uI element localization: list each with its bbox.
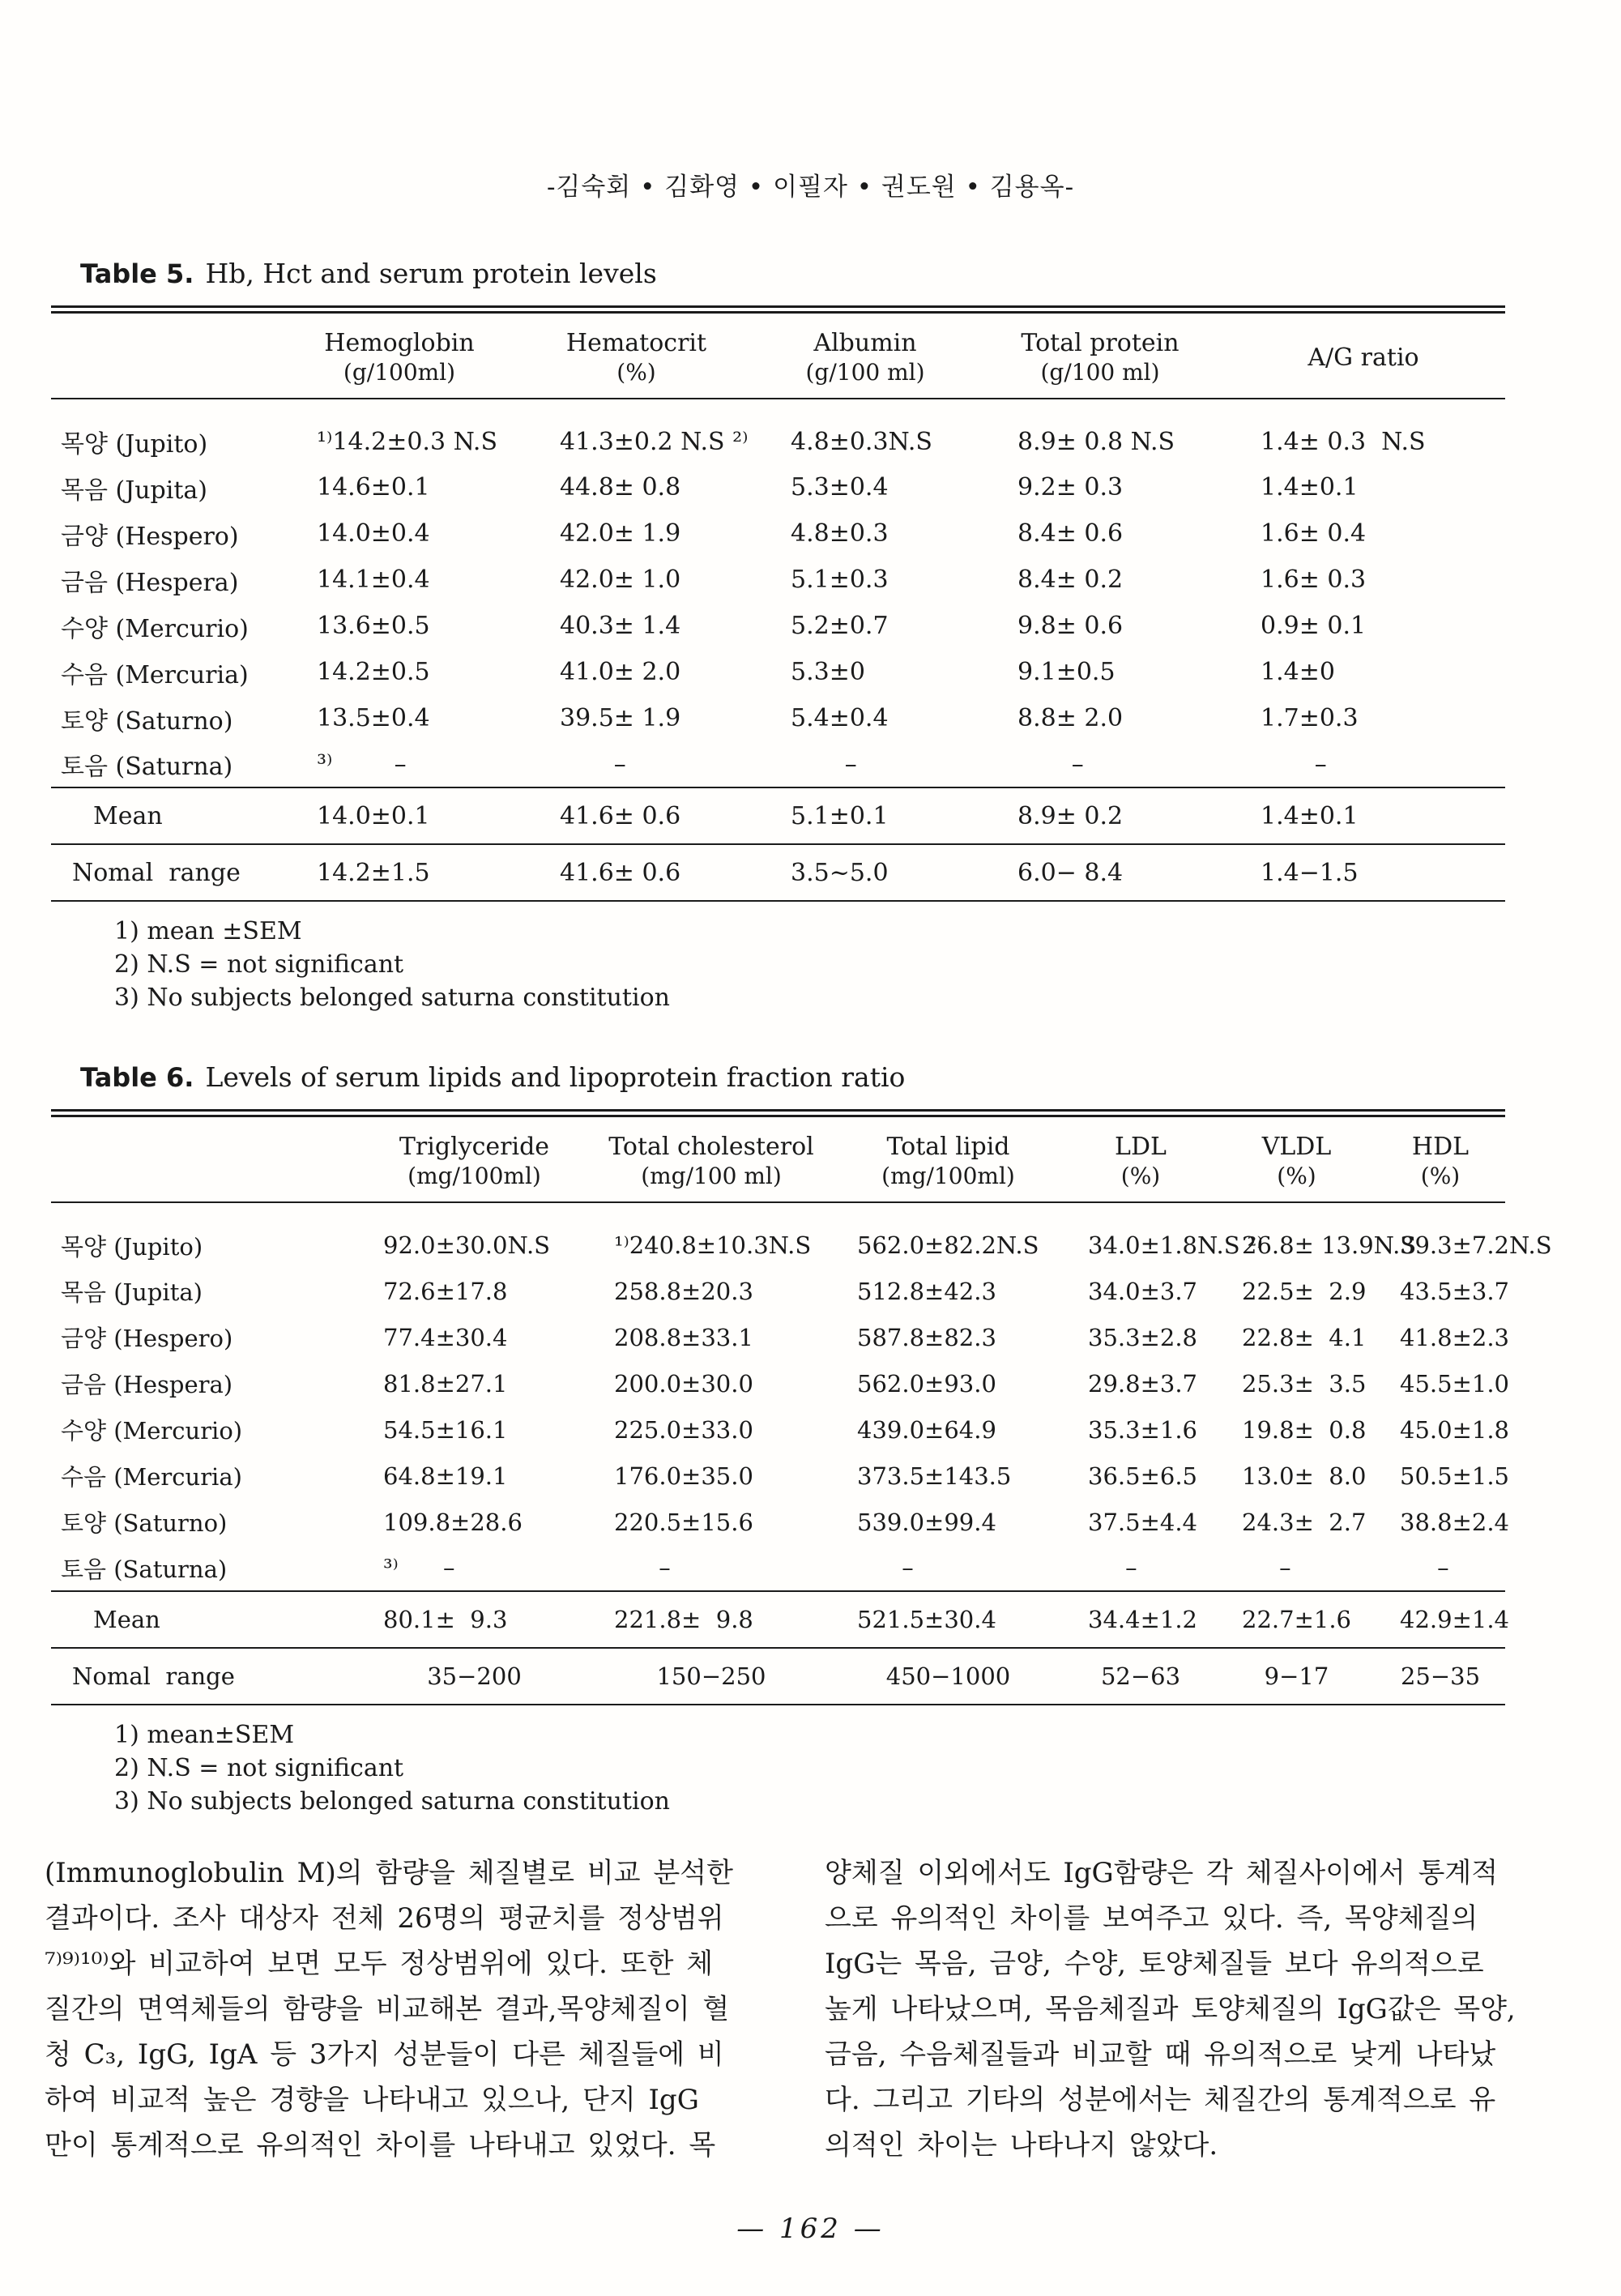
footnote: 3) No subjects belonged saturna constitution xyxy=(114,1787,670,1816)
table-cell: 14.6±0.1 xyxy=(317,473,430,501)
table-cell: 521.5±30.4 xyxy=(857,1606,996,1633)
table-cell: 1.4−1.5 xyxy=(1261,858,1359,887)
table-cell: 19.8± 0.8 xyxy=(1242,1415,1367,1444)
table-cell: ¹⁾14.2±0.3 N.S xyxy=(317,427,497,456)
table-cell: 1.4±0.1 xyxy=(1261,801,1359,830)
text-line: 청 C₃, IgG, IgA 등 3가지 성분들이 다른 체질들에 비 xyxy=(45,2038,724,2071)
table-cell: 39.5± 1.9 xyxy=(560,704,681,732)
table-row xyxy=(51,787,1505,844)
table5-section xyxy=(51,258,1505,1014)
table-cell: 9.1±0.5 xyxy=(1017,658,1116,686)
column-header xyxy=(51,1117,359,1202)
table-row xyxy=(51,1591,1505,1648)
table-cell: 14.0±0.1 xyxy=(317,801,430,830)
table-cell: 1.6± 0.3 xyxy=(1261,565,1367,594)
table6-title xyxy=(80,1061,1505,1093)
header-row xyxy=(51,314,1505,399)
table-cell: 176.0±35.0 xyxy=(614,1462,753,1490)
table-cell: 258.8±20.3 xyxy=(614,1277,753,1305)
table-row xyxy=(51,1545,1505,1591)
column-name: Total lipid xyxy=(886,1133,1010,1161)
row-label: 금양 (Hespero) xyxy=(61,522,239,551)
table-cell: 8.9± 0.2 xyxy=(1017,801,1124,830)
table-cell: 6.0− 8.4 xyxy=(1017,858,1124,887)
table-cell: 5.1±0.1 xyxy=(791,801,889,830)
table-cell: 5.1±0.3 xyxy=(791,565,889,594)
table-cell: 42.9±1.4 xyxy=(1400,1606,1509,1633)
table-cell: 54.5±16.1 xyxy=(383,1415,508,1444)
table-cell: 40.3± 1.4 xyxy=(560,612,681,640)
table-row xyxy=(51,1314,1505,1360)
table-cell: 109.8±28.6 xyxy=(383,1508,523,1536)
table6-top-rule xyxy=(51,1109,1505,1117)
table-cell: 1.4± 0.3 N.S xyxy=(1261,427,1426,456)
table-cell: 8.4± 0.2 xyxy=(1017,565,1124,594)
table6-range-section xyxy=(51,1648,1505,1705)
table-row xyxy=(51,464,1505,510)
table-cell: – xyxy=(1400,1554,1449,1581)
column-unit: (mg/100ml) xyxy=(407,1163,541,1189)
column-header xyxy=(359,1117,590,1202)
body-text-left-column xyxy=(45,1850,800,2168)
table5-title xyxy=(80,258,1505,289)
row-label: 토양 (Saturno) xyxy=(61,1509,228,1537)
table-cell: 35.3±1.6 xyxy=(1088,1415,1197,1444)
column-name: Triglyceride xyxy=(399,1133,550,1161)
text-line: 결과이다. 조사 대상자 전체 26명의 평균치를 정상범위 xyxy=(45,1902,724,1935)
table-cell: 41.0± 2.0 xyxy=(560,658,681,686)
table-row xyxy=(51,1360,1505,1406)
table-cell: – xyxy=(1017,749,1084,779)
table-cell: 50.5±1.5 xyxy=(1400,1462,1509,1490)
column-name: Albumin xyxy=(813,329,917,357)
table-cell: 373.5±143.5 xyxy=(857,1462,1012,1490)
table6-title-label: Table 6. xyxy=(80,1062,194,1093)
table-cell: 539.0±99.4 xyxy=(857,1508,996,1536)
table-cell: ¹⁾240.8±10.3N.S xyxy=(614,1231,812,1259)
table-cell: 1.6± 0.4 xyxy=(1261,519,1367,548)
table-row xyxy=(51,649,1505,695)
column-header xyxy=(1218,1117,1376,1202)
table-cell: 512.8±42.3 xyxy=(857,1277,996,1305)
table-cell: 81.8±27.1 xyxy=(383,1369,508,1398)
body-text xyxy=(45,1850,1580,2168)
table-row xyxy=(51,695,1505,741)
table-cell: 39.3±7.2N.S xyxy=(1400,1231,1552,1259)
table-cell: 8.8± 2.0 xyxy=(1017,704,1124,732)
table-cell: 208.8±33.1 xyxy=(614,1323,753,1351)
table6-title-text: Levels of serum lipids and lipoprotein fraction ratio xyxy=(205,1061,906,1093)
column-header xyxy=(1064,1117,1218,1202)
table-cell: 37.5±4.4 xyxy=(1088,1508,1197,1536)
table-cell: 77.4±30.4 xyxy=(383,1323,508,1351)
text-line: 양체질 이외에서도 IgG함량은 각 체질사이에서 통계적 xyxy=(825,1857,1499,1889)
text-line: 금음, 수음체질들과 비교할 때 유의적으로 낮게 나타났 xyxy=(825,2038,1496,2071)
table-cell: 13.6±0.5 xyxy=(317,612,430,640)
table-row xyxy=(51,1268,1505,1314)
table-cell: 41.3±0.2 N.S ²⁾ xyxy=(560,427,749,456)
table-row xyxy=(51,741,1505,787)
table-cell: 41.6± 0.6 xyxy=(560,858,681,887)
text-line: 만이 통계적으로 유의적인 차이를 나타내고 있었다. 목 xyxy=(45,2129,716,2162)
table-cell: 3.5~5.0 xyxy=(791,858,889,887)
table-cell: 92.0±30.0N.S xyxy=(383,1231,551,1259)
table-cell: 13.0± 8.0 xyxy=(1242,1462,1367,1490)
header-row xyxy=(51,1117,1505,1202)
table-cell: 14.2±0.5 xyxy=(317,658,430,686)
column-name: LDL xyxy=(1115,1133,1167,1161)
table-cell: 14.1±0.4 xyxy=(317,565,430,594)
table6-header xyxy=(51,1117,1505,1202)
table-cell: 34.4±1.2 xyxy=(1088,1606,1197,1633)
row-label: 수양 (Mercurio) xyxy=(61,1417,243,1445)
row-label: 금음 (Hespera) xyxy=(61,1371,233,1398)
table-cell: 562.0±93.0 xyxy=(857,1369,996,1398)
table-cell: 24.3± 2.7 xyxy=(1242,1508,1367,1536)
table-cell: 25.3± 3.5 xyxy=(1242,1369,1367,1398)
table-cell: 225.0±33.0 xyxy=(614,1415,753,1444)
row-label: 목양 (Jupito) xyxy=(61,1232,203,1261)
text-line: ⁷⁾⁹⁾¹⁰⁾와 비교하여 보면 모두 정상범위에 있다. 또한 체 xyxy=(45,1948,714,1980)
table-cell: 0.9± 0.1 xyxy=(1261,612,1367,640)
table-cell: 38.8±2.4 xyxy=(1400,1508,1509,1536)
table-cell: 36.5±6.5 xyxy=(1088,1462,1197,1490)
text-line: 의적인 차이는 나타나지 않았다. xyxy=(825,2129,1218,2162)
footnote: 2) N.S = not significant xyxy=(114,950,404,979)
table-row xyxy=(51,1406,1505,1453)
table-row xyxy=(51,603,1505,649)
row-label: 목음 (Jupita) xyxy=(61,476,207,505)
table-cell: 5.4±0.4 xyxy=(791,704,889,732)
column-unit: (g/100 ml) xyxy=(805,359,925,386)
table-cell: 9−17 xyxy=(1264,1662,1329,1690)
column-unit: (%) xyxy=(1420,1163,1461,1189)
row-label: Nomal range xyxy=(72,858,241,887)
table6-body xyxy=(51,1202,1552,1591)
table-cell: 34.0±1.8N.S ²⁾ xyxy=(1088,1231,1263,1259)
table6 xyxy=(51,1117,1552,1705)
table6-mean-section xyxy=(51,1591,1509,1648)
column-header xyxy=(278,314,521,399)
table-row xyxy=(51,1648,1505,1705)
table-cell: 25−35 xyxy=(1400,1662,1481,1690)
table5-footnotes xyxy=(114,915,1505,1014)
column-name: Total protein xyxy=(1021,329,1179,357)
table-cell: 562.0±82.2N.S xyxy=(857,1231,1039,1259)
table-cell: 8.4± 0.6 xyxy=(1017,519,1124,548)
row-label: 토음 (Saturna) xyxy=(61,1555,228,1583)
column-header xyxy=(1376,1117,1505,1202)
table-cell: 4.8±0.3 xyxy=(791,519,889,548)
row-label: 수양 (Mercurio) xyxy=(61,614,249,643)
table-cell: 44.8± 0.8 xyxy=(560,473,681,501)
row-label: 수음 (Mercuria) xyxy=(61,1463,242,1491)
footnote: 2) N.S = not significant xyxy=(114,1754,404,1782)
table5-header xyxy=(51,314,1505,399)
table-row xyxy=(51,510,1505,557)
table-cell: 35.3±2.8 xyxy=(1088,1323,1197,1351)
table-cell: – xyxy=(1088,1554,1137,1581)
table-cell: 439.0±64.9 xyxy=(857,1415,996,1444)
column-header xyxy=(1222,314,1505,399)
text-line: 하여 비교적 높은 경향을 나타내고 있으나, 단지 IgG xyxy=(45,2084,699,2116)
column-name: Total cholesterol xyxy=(608,1133,814,1161)
table-cell: 29.8±3.7 xyxy=(1088,1369,1197,1398)
table-cell: – xyxy=(791,749,857,779)
table-cell: 35−200 xyxy=(427,1662,522,1690)
table-cell: 1.4±0.1 xyxy=(1261,473,1359,501)
column-name: Hemoglobin xyxy=(324,329,475,357)
column-name: VLDL xyxy=(1261,1133,1332,1161)
row-label: 금음 (Hespera) xyxy=(61,568,239,597)
table-cell: 41.6± 0.6 xyxy=(560,801,681,830)
table-cell: 45.5±1.0 xyxy=(1400,1369,1509,1398)
text-line: (Immunoglobulin M)의 함량을 체질별로 비교 분석한 xyxy=(45,1857,733,1889)
row-label: 목음 (Jupita) xyxy=(61,1278,203,1306)
table-row xyxy=(51,557,1505,603)
table-cell: 22.8± 4.1 xyxy=(1242,1323,1367,1351)
table-cell: – xyxy=(614,1554,671,1581)
column-header xyxy=(590,1117,833,1202)
table5-range-section xyxy=(51,844,1505,901)
table-row xyxy=(51,1499,1505,1545)
text-line: 으로 유의적인 차이를 보여주고 있다. 즉, 목양체질의 xyxy=(825,1902,1478,1935)
table-cell: 150−250 xyxy=(656,1662,766,1690)
footnote: 1) mean ±SEM xyxy=(114,917,302,945)
table6-section xyxy=(51,1061,1552,1818)
column-header xyxy=(51,314,278,399)
table-cell: 80.1± 9.3 xyxy=(383,1606,508,1633)
column-header xyxy=(521,314,752,399)
text-line: 질간의 면역체들의 함량을 비교해본 결과,목양체질이 혈 xyxy=(45,1993,730,2025)
column-unit: (mg/100 ml) xyxy=(641,1163,782,1189)
column-unit: (%) xyxy=(1120,1163,1161,1189)
column-header xyxy=(833,1117,1064,1202)
column-name: HDL xyxy=(1411,1133,1470,1161)
table-cell: 34.0±3.7 xyxy=(1088,1277,1197,1305)
footnote: 3) No subjects belonged saturna constitution xyxy=(114,984,670,1012)
column-unit: (g/100 ml) xyxy=(1040,359,1160,386)
table-row xyxy=(51,399,1505,464)
table-cell: 1.7±0.3 xyxy=(1261,704,1359,732)
row-label: Mean xyxy=(93,801,163,830)
table-cell: 587.8±82.3 xyxy=(857,1323,996,1351)
row-label: Mean xyxy=(93,1606,160,1633)
table-row xyxy=(51,1202,1505,1268)
table-cell: 64.8±19.1 xyxy=(383,1462,508,1490)
text-line: 높게 나타났으며, 목음체질과 토양체질의 IgG값은 목양, xyxy=(825,1993,1516,2025)
body-text-right-column xyxy=(825,1850,1580,2168)
table5-body xyxy=(51,399,1505,787)
table-cell: 4.8±0.3N.S xyxy=(791,427,932,456)
table-cell: – xyxy=(1242,1554,1291,1581)
table-cell: 221.8± 9.8 xyxy=(614,1606,753,1633)
text-line: 다. 그리고 기타의 성분에서는 체질간의 통계적으로 유 xyxy=(825,2084,1496,2116)
table-cell: 26.8± 13.9N.S xyxy=(1242,1231,1417,1259)
row-label: 목양 (Jupito) xyxy=(61,430,208,459)
authors-line: -김숙회 • 김화영 • 이필자 • 권도원 • 김용옥- xyxy=(546,173,1075,202)
table-cell: 43.5±3.7 xyxy=(1400,1277,1509,1305)
table-cell: 72.6±17.8 xyxy=(383,1277,508,1305)
row-label: 토음 (Saturna) xyxy=(61,753,233,781)
table-cell: 45.0±1.8 xyxy=(1400,1415,1509,1444)
table-cell: 200.0±30.0 xyxy=(614,1369,753,1398)
column-name: Hematocrit xyxy=(565,329,707,357)
table-cell: 42.0± 1.9 xyxy=(560,519,681,548)
table-cell: 8.9± 0.8 N.S xyxy=(1017,427,1175,456)
row-label: Nomal range xyxy=(72,1662,235,1690)
table-cell: 22.7±1.6 xyxy=(1242,1606,1351,1633)
page-number: — 162 — xyxy=(736,2213,885,2245)
table-cell: – xyxy=(1261,749,1327,779)
table-cell: 14.2±1.5 xyxy=(317,858,430,887)
table-cell: – xyxy=(857,1554,914,1581)
column-unit: (%) xyxy=(1277,1163,1316,1189)
table-row xyxy=(51,1453,1505,1499)
column-name: A/G ratio xyxy=(1307,343,1419,372)
text-line: IgG는 목음, 금양, 수양, 토양체질들 보다 유의적으로 xyxy=(825,1948,1484,1980)
table-cell: 42.0± 1.0 xyxy=(560,565,681,594)
table-cell: 14.0±0.4 xyxy=(317,519,430,548)
table-cell: 220.5±15.6 xyxy=(614,1508,753,1536)
table-cell: 52−63 xyxy=(1100,1662,1181,1690)
table5-title-label: Table 5. xyxy=(80,258,194,289)
table-cell: 5.2±0.7 xyxy=(791,612,889,640)
table-cell: 450−1000 xyxy=(885,1662,1011,1690)
row-label: 금양 (Hespero) xyxy=(61,1325,233,1352)
table-cell: 9.8± 0.6 xyxy=(1017,612,1124,640)
table6-footnotes xyxy=(114,1718,1505,1818)
table5-title-text: Hb, Hct and serum protein levels xyxy=(205,258,657,289)
column-header xyxy=(752,314,979,399)
table-cell: 9.2± 0.3 xyxy=(1017,473,1124,501)
footnote: 1) mean±SEM xyxy=(114,1721,295,1749)
table-cell: – xyxy=(560,749,626,779)
table5-mean-section xyxy=(51,787,1505,844)
table5-top-rule xyxy=(51,305,1505,314)
table-row xyxy=(51,844,1505,901)
table-cell: ³⁾ – xyxy=(317,749,407,779)
column-header xyxy=(979,314,1222,399)
table-cell: 13.5±0.4 xyxy=(317,704,430,732)
column-unit: (%) xyxy=(616,359,656,386)
table-cell: ³⁾ – xyxy=(383,1554,455,1581)
table-cell: 5.3±0 xyxy=(791,658,865,686)
table5 xyxy=(51,314,1505,902)
column-unit: (g/100ml) xyxy=(343,359,456,386)
row-label: 토양 (Saturno) xyxy=(61,706,233,736)
row-label: 수음 (Mercuria) xyxy=(61,660,249,689)
table-cell: 5.3±0.4 xyxy=(791,473,889,501)
column-unit: (mg/100ml) xyxy=(881,1163,1015,1189)
table-cell: 41.8±2.3 xyxy=(1400,1323,1509,1351)
table-cell: 1.4±0 xyxy=(1261,658,1335,686)
table-cell: 22.5± 2.9 xyxy=(1242,1277,1367,1305)
